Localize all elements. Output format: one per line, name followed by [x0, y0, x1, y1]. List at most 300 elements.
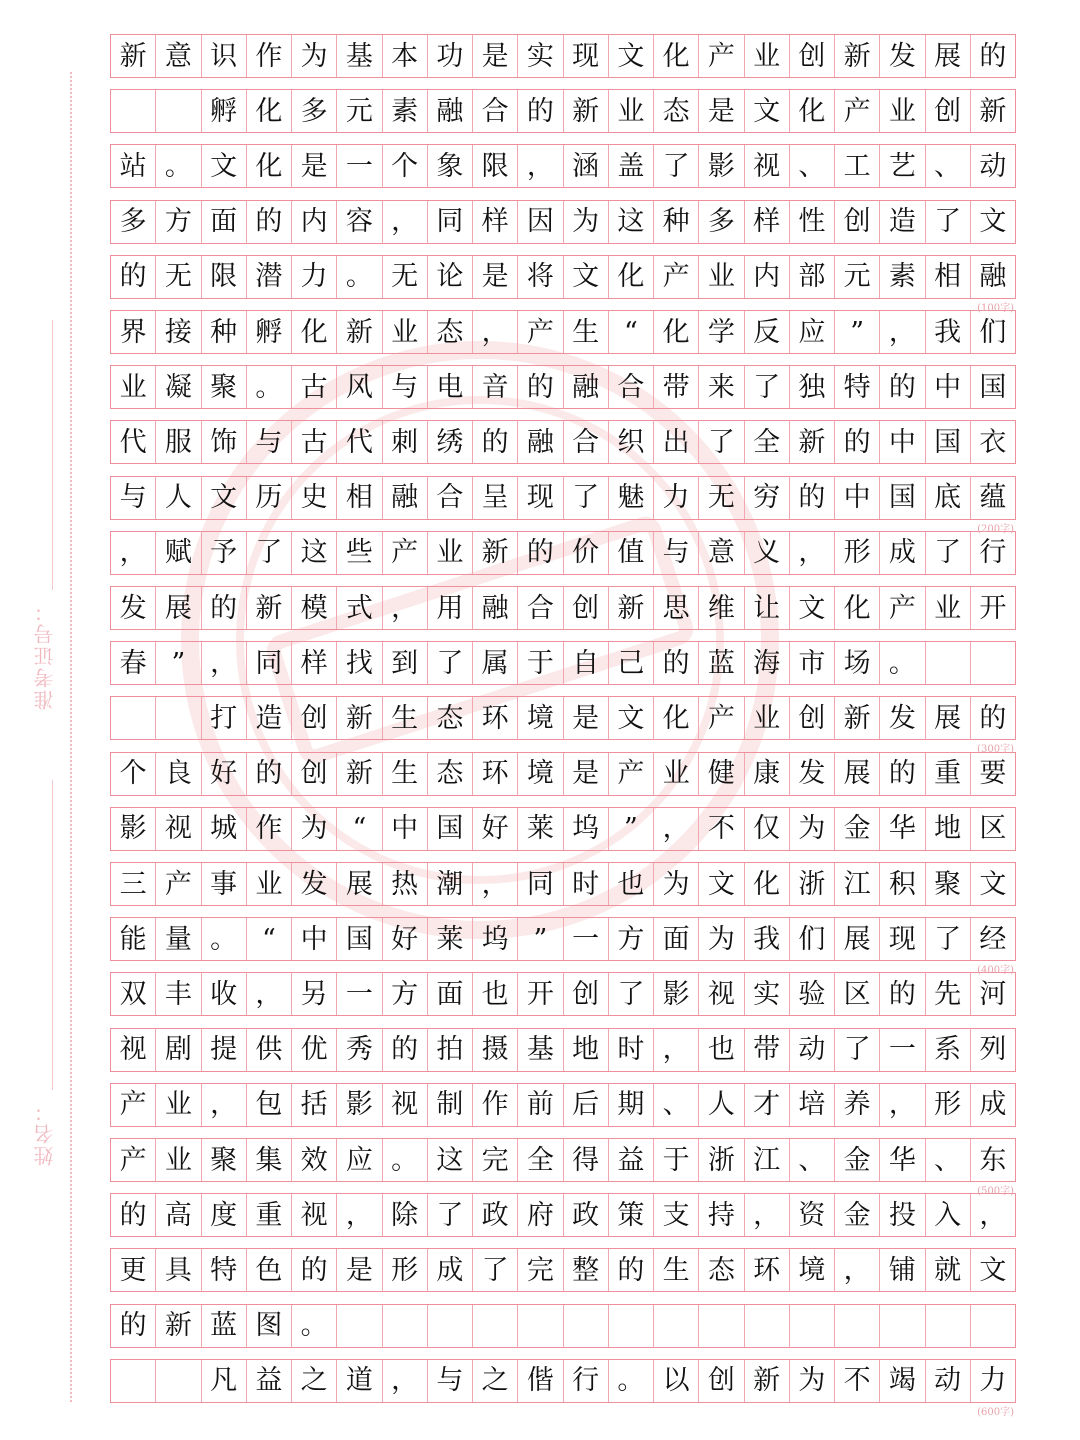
word-count-marker: (500字) [977, 1186, 1014, 1197]
grid-cell: 投 [880, 1194, 925, 1236]
grid-cell: 面 [428, 973, 473, 1015]
grid-cell: 个 [383, 145, 428, 187]
grid-cell: 形 [926, 1084, 971, 1126]
grid-cell: 融 [979, 261, 1007, 293]
grid-cell: 海 [745, 642, 790, 684]
grid-cell [745, 1305, 790, 1347]
grid-cell: 业 [745, 697, 790, 739]
grid-cell: 河 [979, 978, 1007, 1010]
grid-cell: 就 [926, 1249, 971, 1291]
grid-cell: 文 [202, 477, 247, 519]
grid-cell: 种 [202, 311, 247, 353]
grid-cell: 一 [880, 1029, 925, 1071]
grid-cell: ， [654, 808, 699, 850]
grid-cell: 完 [473, 1139, 518, 1181]
grid-cell: 的 [654, 642, 699, 684]
grid-cell: 实 [745, 973, 790, 1015]
grid-cell: 化 [292, 311, 337, 353]
grid-cell: 。 [880, 642, 925, 684]
grid-cell: 衣 [979, 426, 1007, 458]
grid-row [110, 531, 1016, 575]
grid-cell: 。 [337, 256, 382, 298]
grid-cell: ， [202, 642, 247, 684]
grid-cell: 展 [156, 587, 201, 629]
grid-cell: 创 [835, 201, 880, 243]
grid-row [110, 1193, 1016, 1237]
grid-cell: 了 [428, 642, 473, 684]
grid-cell: 古 [292, 366, 337, 408]
grid-cell: 绣 [428, 421, 473, 463]
grid-cell: 国 [926, 421, 971, 463]
grid-cell: 素 [880, 256, 925, 298]
grid-cell: 全 [518, 1139, 563, 1181]
grid-cell: 业 [699, 256, 744, 298]
grid-cell: 创 [564, 973, 609, 1015]
grid-cell: 、 [790, 145, 835, 187]
grid-cell [156, 1360, 201, 1402]
grid-cell: 秀 [337, 1029, 382, 1071]
grid-cell: 的 [247, 201, 292, 243]
grid-cell: 、 [654, 1084, 699, 1126]
grid-cell: 反 [745, 311, 790, 353]
grid-cell: 新 [790, 421, 835, 463]
grid-cell: 资 [790, 1194, 835, 1236]
grid-cell: 城 [202, 808, 247, 850]
grid-cell: 与 [383, 366, 428, 408]
grid-cell: “ [247, 918, 292, 960]
grid-cell: 予 [202, 532, 247, 574]
grid-cell: 孵 [202, 90, 247, 132]
word-count-marker: (100字) [977, 302, 1014, 314]
grid-cell: 制 [428, 1084, 473, 1126]
grid-cell: 这 [609, 201, 654, 243]
grid-cell: 们 [979, 316, 1007, 348]
grid-cell: 新 [111, 35, 156, 77]
grid-cell: 学 [699, 311, 744, 353]
grid-cell: 产 [699, 697, 744, 739]
grid-cell: ， [383, 1360, 428, 1402]
grid-cell: 影 [699, 145, 744, 187]
grid-cell: 好 [383, 918, 428, 960]
grid-cell: 人 [156, 477, 201, 519]
grid-cell: “ [337, 808, 382, 850]
grid-cell: 新 [609, 587, 654, 629]
grid-cell: 另 [292, 973, 337, 1015]
grid-cell: 因 [518, 201, 563, 243]
grid-cell: 创 [292, 697, 337, 739]
grid-cell: 盖 [609, 145, 654, 187]
grid-cell: 的 [880, 973, 925, 1015]
grid-row [110, 696, 1016, 740]
grid-cell [654, 1305, 699, 1347]
grid-cell: 特 [835, 366, 880, 408]
grid-cell: 业 [111, 366, 156, 408]
grid-cell: 融 [564, 366, 609, 408]
grid-cell: 新 [835, 697, 880, 739]
grid-cell: 成 [428, 1249, 473, 1291]
grid-cell: 融 [428, 90, 473, 132]
grid-cell: 偕 [518, 1360, 563, 1402]
grid-cell: 期 [609, 1084, 654, 1126]
grid-cell: 优 [292, 1029, 337, 1071]
grid-cell: 也 [609, 863, 654, 905]
grid-cell [971, 1305, 1015, 1347]
grid-cell: 产 [609, 753, 654, 795]
grid-cell: 验 [790, 973, 835, 1015]
grid-cell [926, 642, 971, 684]
grid-cell: 视 [156, 808, 201, 850]
grid-cell: 的 [880, 366, 925, 408]
grid-cell: 底 [926, 477, 971, 519]
grid-cell: 同 [518, 863, 563, 905]
grid-cell: ， [880, 311, 925, 353]
grid-cell: 先 [926, 973, 971, 1015]
grid-cell: 文 [609, 697, 654, 739]
grid-cell [473, 1305, 518, 1347]
grid-cell: 影 [111, 808, 156, 850]
grid-cell: 文 [979, 1254, 1007, 1286]
grid-cell: 的 [518, 366, 563, 408]
grid-cell: 华 [880, 808, 925, 850]
grid-cell: 刺 [383, 421, 428, 463]
grid-cell: ” [609, 808, 654, 850]
grid-cell: 涵 [564, 145, 609, 187]
grid-cell: 化 [247, 145, 292, 187]
grid-cell: 产 [383, 532, 428, 574]
grid-cell: 相 [337, 477, 382, 519]
grid-cell: 为 [564, 201, 609, 243]
grid-cell: 音 [473, 366, 518, 408]
grid-cell: 产 [518, 311, 563, 353]
grid-cell: 才 [745, 1084, 790, 1126]
grid-cell: 益 [609, 1139, 654, 1181]
grid-cell: 多 [292, 90, 337, 132]
grid-cell: 视 [111, 1029, 156, 1071]
grid-cell: 合 [518, 587, 563, 629]
grid-cell: ， [473, 863, 518, 905]
grid-cell: 发 [292, 863, 337, 905]
grid-cell: 括 [292, 1084, 337, 1126]
grid-cell: ， [654, 1029, 699, 1071]
grid-cell: 文 [564, 256, 609, 298]
grid-cell: 打 [202, 697, 247, 739]
grid-cell: ， [880, 1084, 925, 1126]
grid-cell: 样 [292, 642, 337, 684]
grid-cell: 环 [745, 1249, 790, 1291]
grid-cell: 度 [202, 1194, 247, 1236]
grid-cell: 与 [428, 1360, 473, 1402]
grid-cell: 人 [699, 1084, 744, 1126]
grid-cell: 文 [979, 206, 1007, 238]
grid-cell: 我 [926, 311, 971, 353]
grid-cell: 新 [473, 532, 518, 574]
grid-cell: 造 [247, 697, 292, 739]
grid-cell: 时 [564, 863, 609, 905]
grid-cell: 视 [292, 1194, 337, 1236]
grid-cell: 一 [337, 973, 382, 1015]
grid-cell: 后 [564, 1084, 609, 1126]
grid-cell: 找 [337, 642, 382, 684]
grid-cell: 与 [247, 421, 292, 463]
grid-cell: 持 [699, 1194, 744, 1236]
grid-cell: 为 [790, 808, 835, 850]
grid-row [110, 365, 1016, 409]
grid-cell: 完 [518, 1249, 563, 1291]
grid-cell: 图 [247, 1305, 292, 1347]
grid-cell [880, 1305, 925, 1347]
grid-cell: 热 [383, 863, 428, 905]
grid-cell: 风 [337, 366, 382, 408]
grid-cell: 的 [979, 40, 1007, 72]
grid-cell: 境 [790, 1249, 835, 1291]
grid-cell: 列 [979, 1034, 1007, 1066]
grid-cell: 丰 [156, 973, 201, 1015]
grid-cell: 了 [247, 532, 292, 574]
grid-cell: 中 [383, 808, 428, 850]
grid-cell: 同 [428, 201, 473, 243]
grid-cell: 业 [609, 90, 654, 132]
grid-cell: 展 [835, 918, 880, 960]
grid-cell: 孵 [247, 311, 292, 353]
grid-cell: 产 [699, 35, 744, 77]
grid-cell: 了 [609, 973, 654, 1015]
grid-row [110, 1248, 1016, 1292]
grid-cell: 东 [979, 1144, 1007, 1176]
grid-cell: 工 [835, 145, 880, 187]
grid-cell: ” [835, 311, 880, 353]
grid-cell: 同 [247, 642, 292, 684]
grid-cell: 面 [202, 201, 247, 243]
grid-cell: 新 [745, 1360, 790, 1402]
grid-cell: 电 [428, 366, 473, 408]
grid-cell: 文 [745, 90, 790, 132]
grid-cell: 的 [880, 753, 925, 795]
grid-cell: 识 [202, 35, 247, 77]
grid-cell: 发 [880, 35, 925, 77]
grid-cell: 了 [564, 477, 609, 519]
grid-cell: 化 [745, 863, 790, 905]
grid-cell: 自 [564, 642, 609, 684]
grid-cell: 基 [518, 1029, 563, 1071]
grid-cell: 也 [699, 1029, 744, 1071]
grid-cell: 文 [979, 868, 1007, 900]
grid-cell: 面 [654, 918, 699, 960]
grid-cell: ， [473, 311, 518, 353]
grid-cell: 史 [292, 477, 337, 519]
grid-cell [926, 1305, 971, 1347]
grid-cell: 生 [654, 1249, 699, 1291]
grid-cell: 个 [111, 753, 156, 795]
grid-cell: 成 [880, 532, 925, 574]
grid-cell: 时 [609, 1029, 654, 1071]
grid-cell: 仅 [745, 808, 790, 850]
grid-cell: 新 [247, 587, 292, 629]
grid-cell: 无 [699, 477, 744, 519]
grid-cell: 行 [564, 1360, 609, 1402]
grid-row [110, 476, 1016, 520]
grid-cell: 化 [654, 697, 699, 739]
grid-row [110, 200, 1016, 244]
grid-cell: 中 [926, 366, 971, 408]
grid-cell: 来 [699, 366, 744, 408]
grid-cell: ， [337, 1194, 382, 1236]
grid-cell: 环 [473, 753, 518, 795]
grid-cell: 种 [654, 201, 699, 243]
grid-cell: 现 [564, 35, 609, 77]
grid-cell: 己 [609, 642, 654, 684]
grid-cell: 式 [337, 587, 382, 629]
grid-cell: 态 [654, 90, 699, 132]
grid-row [110, 972, 1016, 1016]
grid-cell: 象 [428, 145, 473, 187]
grid-cell: 魅 [609, 477, 654, 519]
grid-cell: 前 [518, 1084, 563, 1126]
grid-cell: 了 [654, 145, 699, 187]
grid-row [110, 1359, 1016, 1403]
grid-cell [609, 1305, 654, 1347]
grid-cell: 的 [979, 702, 1007, 734]
grid-cell: 形 [383, 1249, 428, 1291]
grid-cell: 作 [247, 35, 292, 77]
grid-cell: 为 [654, 863, 699, 905]
exam-id-label: 准考证号： [33, 600, 57, 710]
grid-cell: 发 [790, 753, 835, 795]
grid-cell: 服 [156, 421, 201, 463]
grid-cell: 新 [835, 35, 880, 77]
grid-cell: 的 [790, 477, 835, 519]
grid-cell: ， [383, 201, 428, 243]
grid-cell: 的 [518, 532, 563, 574]
grid-cell: 。 [202, 918, 247, 960]
grid-cell: 业 [156, 1084, 201, 1126]
grid-cell: 为 [292, 35, 337, 77]
grid-cell: 站 [111, 145, 156, 187]
grid-cell: 场 [835, 642, 880, 684]
grid-cell: 中 [292, 918, 337, 960]
grid-cell: 业 [745, 35, 790, 77]
grid-cell [428, 1305, 473, 1347]
word-count-marker: (600字) [977, 1406, 1014, 1418]
grid-cell: 坞 [564, 808, 609, 850]
grid-cell: 新 [156, 1305, 201, 1347]
grid-cell: 力 [292, 256, 337, 298]
grid-cell: 入 [926, 1194, 971, 1236]
grid-cell: 了 [926, 201, 971, 243]
grid-cell [337, 1305, 382, 1347]
grid-cell: 为 [790, 1360, 835, 1402]
grid-cell: 是 [564, 753, 609, 795]
grid-cell: 了 [745, 366, 790, 408]
grid-cell: 是 [292, 145, 337, 187]
grid-cell: 浙 [699, 1139, 744, 1181]
grid-cell: 得 [564, 1139, 609, 1181]
grid-row [110, 255, 1016, 299]
grid-cell: 好 [202, 753, 247, 795]
grid-cell: 的 [292, 1249, 337, 1291]
grid-cell: 艺 [880, 145, 925, 187]
grid-cell: 呈 [473, 477, 518, 519]
grid-cell: 提 [202, 1029, 247, 1071]
grid-cell: 融 [473, 587, 518, 629]
grid-cell: 的 [383, 1029, 428, 1071]
grid-cell: 区 [979, 813, 1007, 845]
grid-cell: 业 [428, 532, 473, 574]
grid-cell [699, 1305, 744, 1347]
grid-cell: 本 [383, 35, 428, 77]
grid-cell: 饰 [202, 421, 247, 463]
grid-cell: 产 [880, 587, 925, 629]
grid-cell: 行 [979, 537, 1007, 569]
grid-cell: 江 [745, 1139, 790, 1181]
grid-cell: 文 [609, 35, 654, 77]
grid-cell: 之 [292, 1360, 337, 1402]
grid-cell: 素 [383, 90, 428, 132]
grid-cell: 铺 [880, 1249, 925, 1291]
grid-cell: 性 [790, 201, 835, 243]
grid-cell: 积 [880, 863, 925, 905]
grid-cell: 生 [564, 311, 609, 353]
grid-cell: 成 [979, 1089, 1007, 1121]
name-label: 姓名： [33, 1100, 57, 1166]
grid-cell: 接 [156, 311, 201, 353]
grid-cell: 道 [337, 1360, 382, 1402]
grid-cell: 。 [247, 366, 292, 408]
grid-cell: 也 [473, 973, 518, 1015]
grid-cell: 集 [247, 1139, 292, 1181]
grid-cell: 的 [111, 1194, 156, 1236]
grid-cell [111, 697, 156, 739]
grid-cell: 潮 [428, 863, 473, 905]
grid-cell: 态 [699, 1249, 744, 1291]
grid-cell: 我 [745, 918, 790, 960]
grid-cell: 更 [111, 1249, 156, 1291]
grid-cell: 代 [111, 421, 156, 463]
grid-cell [383, 1305, 428, 1347]
grid-cell: 新 [337, 697, 382, 739]
grid-cell: 了 [926, 918, 971, 960]
grid-cell: 培 [790, 1084, 835, 1126]
grid-cell: ， [745, 1194, 790, 1236]
grid-cell: 凡 [202, 1360, 247, 1402]
grid-cell: ， [518, 145, 563, 187]
grid-cell: 坞 [473, 918, 518, 960]
grid-cell: 江 [835, 863, 880, 905]
grid-cell: 化 [654, 311, 699, 353]
grid-row [110, 586, 1016, 630]
grid-cell: 产 [835, 90, 880, 132]
grid-cell: 功 [428, 35, 473, 77]
grid-cell: 创 [790, 697, 835, 739]
grid-cell: “ [609, 311, 654, 353]
grid-cell: 这 [292, 532, 337, 574]
grid-cell: 无 [383, 256, 428, 298]
grid-cell: 化 [790, 90, 835, 132]
grid-cell: ” [518, 918, 563, 960]
grid-cell: 用 [428, 587, 473, 629]
grid-cell: 健 [699, 753, 744, 795]
grid-cell: 态 [428, 697, 473, 739]
grid-cell: 生 [383, 753, 428, 795]
grid-cell: 剧 [156, 1029, 201, 1071]
grid-cell: 特 [202, 1249, 247, 1291]
grid-cell: 容 [337, 201, 382, 243]
grid-cell: 赋 [156, 532, 201, 574]
grid-cell: 全 [745, 421, 790, 463]
grid-cell: ， [202, 1084, 247, 1126]
grid-cell: 的 [111, 256, 156, 298]
grid-cell: 应 [790, 311, 835, 353]
grid-cell: 业 [880, 90, 925, 132]
